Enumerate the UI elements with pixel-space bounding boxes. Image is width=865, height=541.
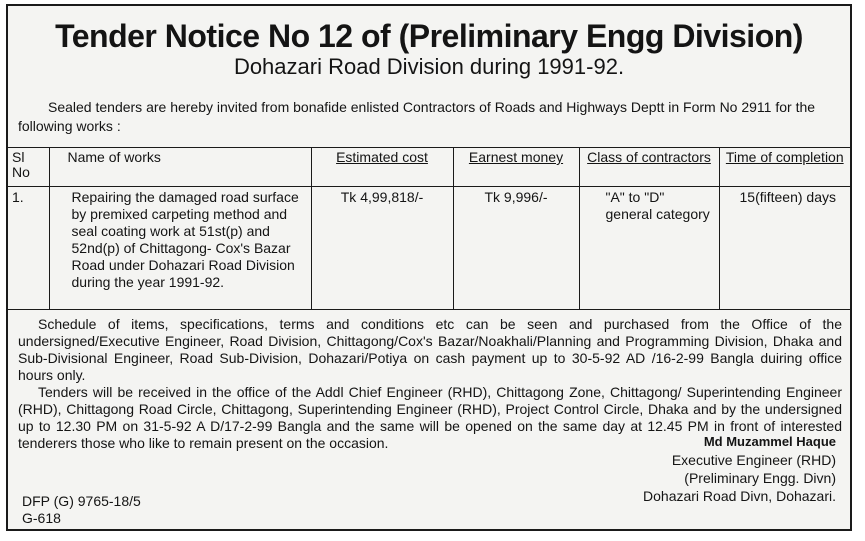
- reference-line-1: DFP (G) 9765-18/5: [22, 493, 141, 509]
- reference-line-2: G-618: [22, 510, 61, 526]
- header-sl-no: Sl No: [8, 148, 49, 187]
- tender-receipt-paragraph: Tenders will be received in the office of the Addl Chief Engineer (RHD), Chittagong Zone, Chittagong/ Superintending Engineer (RHD), Chittagong Road Circle, Chittagong, Superintending Engineer (RHD), Project Control Circle, Dhaka and by the undersigned up to 12.30 PM on 31-5-92 A D/17-2-99 Bangla and the same will be opened on the same day at 12.45 PM in front of interested tenderers those who like to remain present on the occasion.: [18, 384, 842, 451]
- reference-block: [22, 493, 141, 527]
- row-earnest-money: Tk 9,996/-: [453, 187, 579, 310]
- header-earnest-money: Earnest money: [453, 148, 579, 187]
- row-estimated-cost: Tk 4,99,818/-: [311, 187, 453, 310]
- row-name-of-works: Repairing the damaged road surface by premixed carpeting method and seal coating work at 51st(p) and 52nd(p) of Chittagong- Cox's Bazar Road under Dohazari Road Division during the year 1991-92.: [49, 187, 311, 310]
- signatory-office: Dohazari Road Divn, Dohazari.: [643, 488, 836, 504]
- table-row: [8, 187, 850, 310]
- signature-block: [643, 433, 836, 505]
- table-header-row: [8, 148, 850, 187]
- signatory-division: (Preliminary Engg. Divn): [684, 470, 836, 486]
- header-time-of-completion: Time of completion: [719, 148, 850, 187]
- header-class-of-contractors: Class of contractors: [579, 148, 719, 187]
- header-name-of-works: Name of works: [49, 148, 311, 187]
- notice-body: [18, 316, 842, 452]
- notice-subtitle: Dohazari Road Division during 1991-92.: [233, 54, 625, 79]
- signatory-name: Md Muzammel Haque: [703, 434, 836, 449]
- row-time-of-completion: 15(fifteen) days: [719, 187, 850, 310]
- tender-notice: [6, 4, 852, 531]
- notice-intro: Sealed tenders are hereby invited from bonafide enlisted Contractors of Roads and Highways Deptt in Form No 2911 for the following works :: [18, 99, 816, 134]
- works-table: [8, 147, 850, 310]
- schedule-paragraph: Schedule of items, specifications, terms and conditions etc can be seen and purchased from the Office of the undersigned/Executive Engineer, Road Division, Chittagong/Cox's Bazar/Noakhali/Planning and Programming Division, Dhaka and Sub-Divisional Engineer, Road Sub-Division, Dohazari/Potiya on cash payment up to 30-5-92 AD /16-2-99 Bangla duiring office hours only.: [18, 316, 842, 383]
- header-estimated-cost: Estimated cost: [311, 148, 453, 187]
- notice-title: Tender Notice No 12 of (Preliminary Engg Division): [55, 18, 803, 54]
- row-class-of-contractors: "A" to "D" general category: [579, 187, 719, 310]
- signatory-designation: Executive Engineer (RHD): [671, 452, 836, 468]
- row-sl-no: 1.: [8, 187, 49, 310]
